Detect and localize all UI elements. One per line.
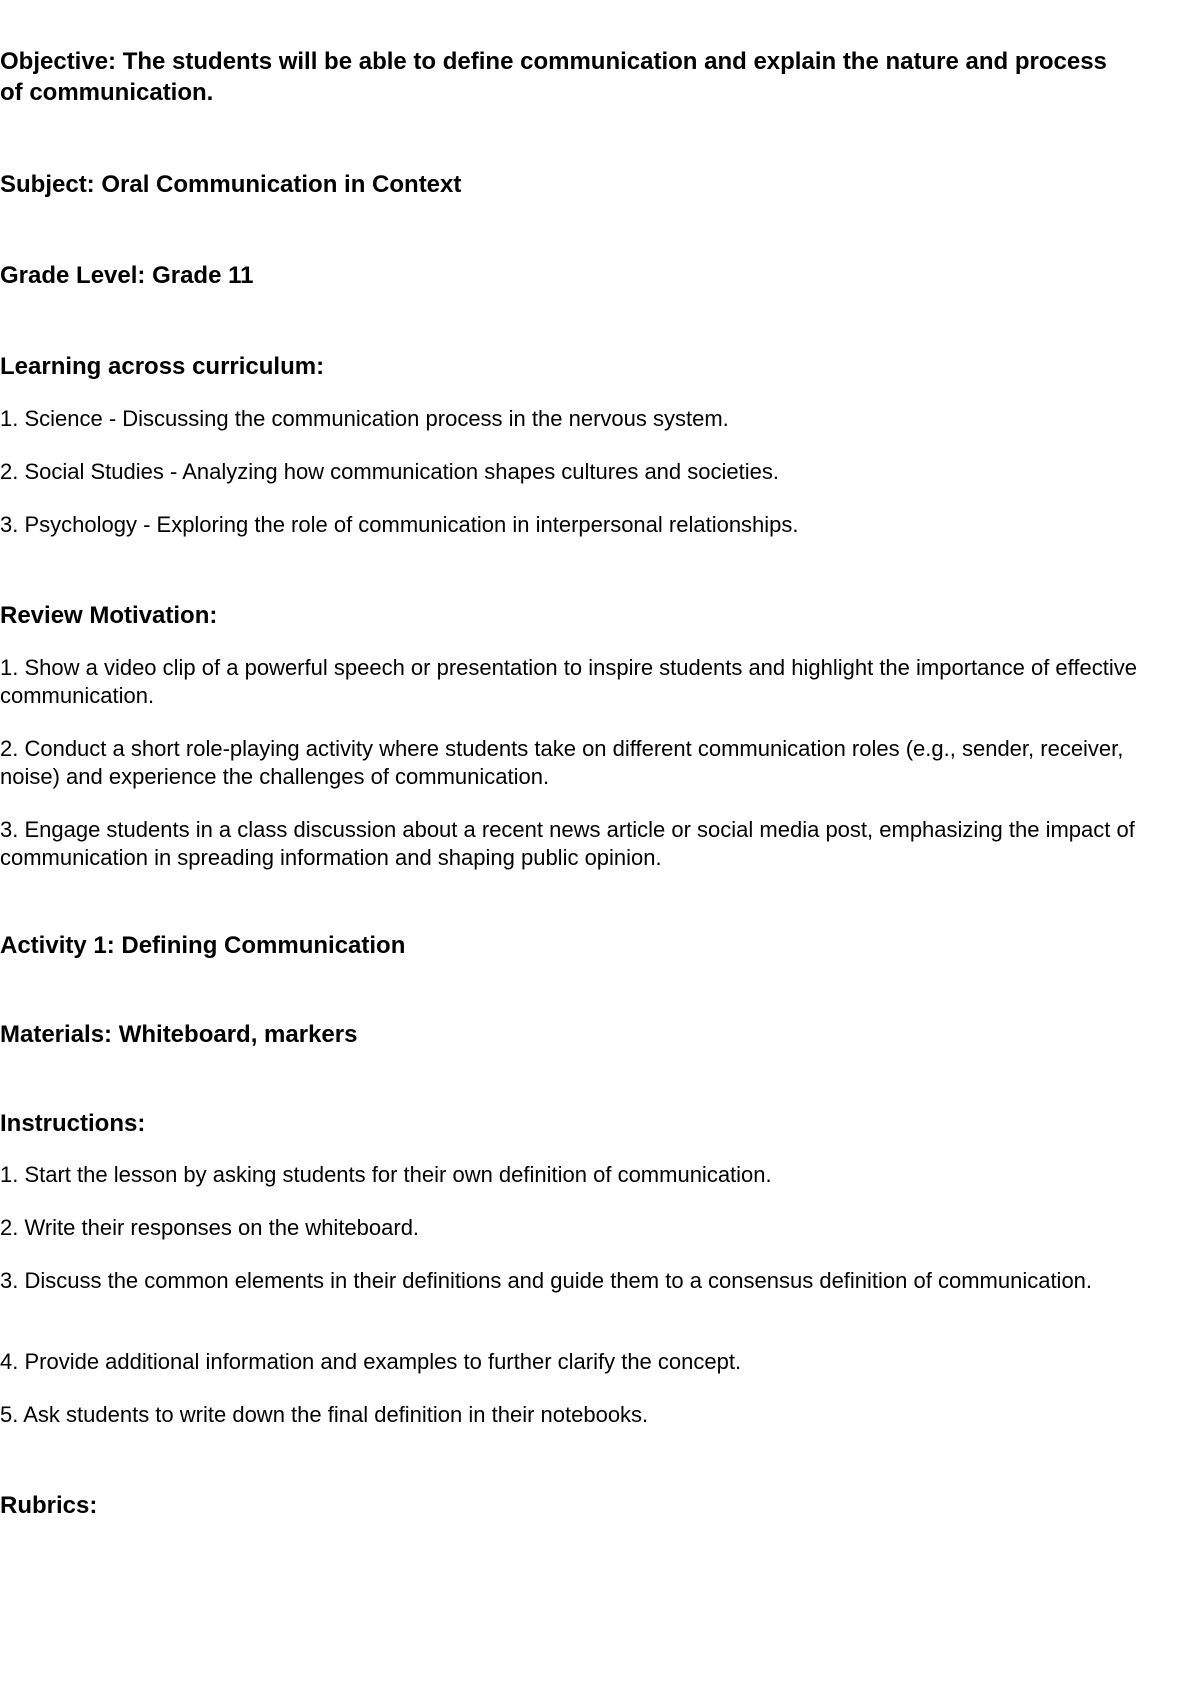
subject-heading: Subject: Oral Communication in Context	[0, 171, 462, 198]
activity-1-title: Activity 1: Defining Communication	[0, 932, 406, 959]
instruction-item: 1. Start the lesson by asking students for their own definition of communication.	[0, 1162, 772, 1187]
objective-heading: Objective: The students will be able to define communication and explain the nature and process of communication.	[0, 48, 1107, 106]
motivation-item: 3. Engage students in a class discussion about a recent news article or social media post, emphasizing the impact of communication in spreading information and shaping public opinion.	[0, 817, 1135, 870]
learning-across-curriculum-heading: Learning across curriculum:	[0, 353, 325, 380]
instruction-item: 5. Ask students to write down the final definition in their notebooks.	[0, 1402, 649, 1427]
review-motivation-heading: Review Motivation:	[0, 602, 218, 629]
grade-level-heading: Grade Level: Grade 11	[0, 262, 254, 289]
instruction-item: 4. Provide additional information and examples to further clarify the concept.	[0, 1349, 742, 1374]
curriculum-item: 1. Science - Discussing the communication process in the nervous system.	[0, 406, 729, 431]
motivation-item: 1. Show a video clip of a powerful speech or presentation to inspire students and highlight the importance of effective communication.	[0, 655, 1137, 708]
curriculum-item: 3. Psychology - Exploring the role of communication in interpersonal relationships.	[0, 512, 799, 537]
instructions-heading: Instructions:	[0, 1110, 146, 1137]
instruction-item: 2. Write their responses on the whiteboard.	[0, 1215, 420, 1240]
rubrics-heading: Rubrics:	[0, 1492, 98, 1519]
curriculum-item: 2. Social Studies - Analyzing how communication shapes cultures and societies.	[0, 459, 779, 484]
instruction-item: 3. Discuss the common elements in their definitions and guide them to a consensus definition of communication.	[0, 1268, 1093, 1293]
materials-heading: Materials: Whiteboard, markers	[0, 1021, 358, 1048]
motivation-item: 2. Conduct a short role-playing activity where students take on different communication roles (e.g., sender, receiver, noise) and experience the challenges of communication.	[0, 736, 1124, 789]
